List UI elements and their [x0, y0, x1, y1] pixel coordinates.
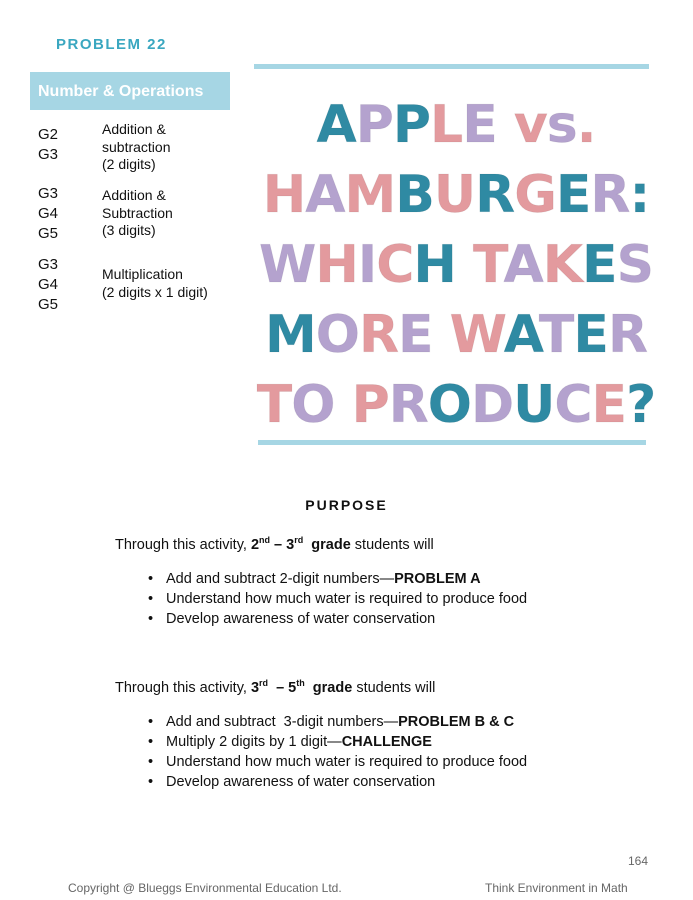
list-item	[148, 589, 527, 609]
intro-suffix: students will	[352, 679, 436, 696]
grade-label: G2	[38, 126, 59, 143]
objective-text: Understand how much water is required to produce food	[166, 591, 528, 607]
title-letter: G	[514, 165, 556, 225]
objective-emphasis: PROBLEM A	[394, 571, 481, 587]
title-letter: E	[555, 165, 591, 225]
objective-text: Add and subtract 3-digit numbers—	[166, 714, 399, 730]
title-letter	[456, 235, 473, 295]
title-rule-bottom	[258, 440, 646, 445]
title-letter: I	[357, 235, 377, 295]
title-letter: A	[316, 95, 356, 155]
title-letter: L	[430, 95, 463, 155]
grade-dash: –	[270, 536, 287, 553]
title-line	[232, 160, 680, 230]
grade-suffix: rd	[259, 678, 269, 688]
title-line	[232, 90, 680, 160]
intro-prefix: Through this activity,	[115, 679, 251, 696]
title-letter: T	[538, 305, 574, 365]
title-letter: E	[573, 305, 608, 365]
title-letter: E	[462, 95, 497, 155]
grade-label: G4	[38, 276, 59, 293]
title-letter: E	[582, 235, 617, 295]
grade-number: 2	[250, 536, 260, 553]
objective-emphasis: PROBLEM B & C	[398, 714, 515, 730]
title-letter: E	[591, 375, 627, 435]
grade-word: grade	[303, 536, 351, 553]
grade-number: 3	[250, 679, 260, 696]
skill-name	[102, 121, 242, 174]
title-letter: O	[427, 375, 471, 435]
grade-label: G3	[38, 146, 59, 163]
grade-label: G3	[38, 256, 59, 273]
objective-text: Develop awareness of water conservation	[166, 611, 436, 627]
series-title: Think Environment in Math	[485, 881, 628, 895]
copyright-text: Copyright @ Blueggs Environmental Education Ltd.	[68, 881, 342, 895]
grade-suffix: rd	[294, 535, 304, 545]
list-item	[148, 712, 527, 732]
title-letter: H	[262, 165, 306, 225]
skill-name-line: Addition &	[102, 187, 166, 203]
title-letter: A	[305, 165, 345, 225]
title-letter: S	[616, 235, 654, 295]
title-letter: R	[475, 165, 515, 225]
title-letter: C	[554, 375, 592, 435]
grade-label: G3	[38, 185, 59, 202]
title-letter: A	[503, 305, 539, 365]
title-letter: O	[291, 375, 335, 435]
title-letter: U	[433, 165, 476, 225]
intro-text	[115, 678, 435, 696]
skill-grades	[38, 184, 88, 244]
title-letter: B	[395, 165, 434, 225]
problem-label: PROBLEM 22	[56, 36, 167, 53]
title-letter	[334, 375, 351, 435]
skill-name	[102, 187, 242, 240]
objectives-list	[148, 569, 527, 629]
title-letter: R	[590, 165, 630, 225]
category-banner: Number & Operations	[30, 72, 230, 110]
skill-name-line: (2 digits x 1 digit)	[102, 283, 208, 300]
skill-name	[102, 266, 242, 301]
title-letter: ?	[626, 375, 656, 435]
grade-number: 5	[288, 679, 297, 696]
grade-suffix: th	[296, 678, 305, 688]
grade-label: G5	[38, 225, 59, 242]
intro-prefix: Through this activity,	[115, 536, 251, 553]
list-item	[148, 752, 527, 772]
title-letter: P	[392, 95, 431, 155]
title-letter: R	[607, 305, 647, 365]
title-letter: D	[470, 375, 514, 435]
title-letter: K	[542, 235, 583, 295]
title-letter: R	[358, 305, 399, 365]
list-item	[148, 772, 527, 792]
grade-label: G5	[38, 296, 59, 313]
title-letter: .	[576, 95, 596, 155]
title-letter: H	[315, 235, 358, 295]
title-letter: T	[256, 375, 292, 435]
list-item	[148, 732, 527, 752]
purpose-heading: PURPOSE	[305, 497, 388, 513]
intro-suffix: students will	[350, 536, 434, 553]
objective-text: Understand how much water is required to produce food	[166, 754, 528, 770]
title-letter: R	[388, 375, 428, 435]
intro-text	[115, 535, 434, 553]
title-letter: P	[351, 375, 389, 435]
objective-emphasis: CHALLENGE	[341, 734, 432, 750]
skill-name-line: Multiplication	[102, 266, 183, 282]
title-letter: W	[258, 235, 316, 295]
grade-word: grade	[304, 679, 353, 696]
page-number: 164	[628, 854, 649, 868]
skill-name-line: Subtraction	[102, 204, 173, 221]
grade-suffix: nd	[259, 535, 271, 545]
skill-name-line: (2 digits)	[102, 156, 156, 172]
list-item	[148, 609, 527, 629]
title-letter: s	[546, 95, 577, 155]
title-letter: O	[315, 305, 359, 365]
page-title	[232, 90, 680, 440]
objective-text: Add and subtract 2-digit numbers—	[166, 571, 395, 587]
grade-number: 3	[286, 536, 295, 553]
title-letter: E	[398, 305, 433, 365]
title-letter: v	[513, 95, 547, 155]
skill-name-line: Addition &	[102, 121, 166, 137]
objectives-list	[148, 712, 527, 792]
title-letter: A	[503, 235, 543, 295]
skill-name-line: subtraction	[102, 138, 171, 155]
title-letter: H	[413, 235, 456, 295]
grade-label: G4	[38, 205, 59, 222]
title-letter	[497, 95, 514, 155]
title-letter: :	[629, 165, 650, 225]
objective-text: Develop awareness of water conservation	[166, 774, 436, 790]
skill-grades	[38, 255, 88, 315]
title-letter: W	[449, 305, 504, 365]
title-letter: P	[355, 95, 393, 155]
title-letter: U	[513, 375, 555, 435]
objective-text: Multiply 2 digits by 1 digit—	[166, 734, 342, 750]
title-line	[232, 230, 680, 300]
title-rule-top	[254, 64, 649, 69]
grade-dash: –	[268, 679, 289, 696]
title-letter: T	[473, 235, 504, 295]
title-letter: C	[376, 235, 414, 295]
title-letter: M	[265, 305, 316, 365]
list-item	[148, 569, 527, 589]
title-line	[232, 300, 680, 370]
title-line	[232, 370, 680, 440]
skill-name-line: (3 digits)	[102, 222, 156, 238]
skill-grades	[38, 125, 88, 165]
title-letter	[433, 305, 450, 365]
title-letter: M	[344, 165, 396, 225]
